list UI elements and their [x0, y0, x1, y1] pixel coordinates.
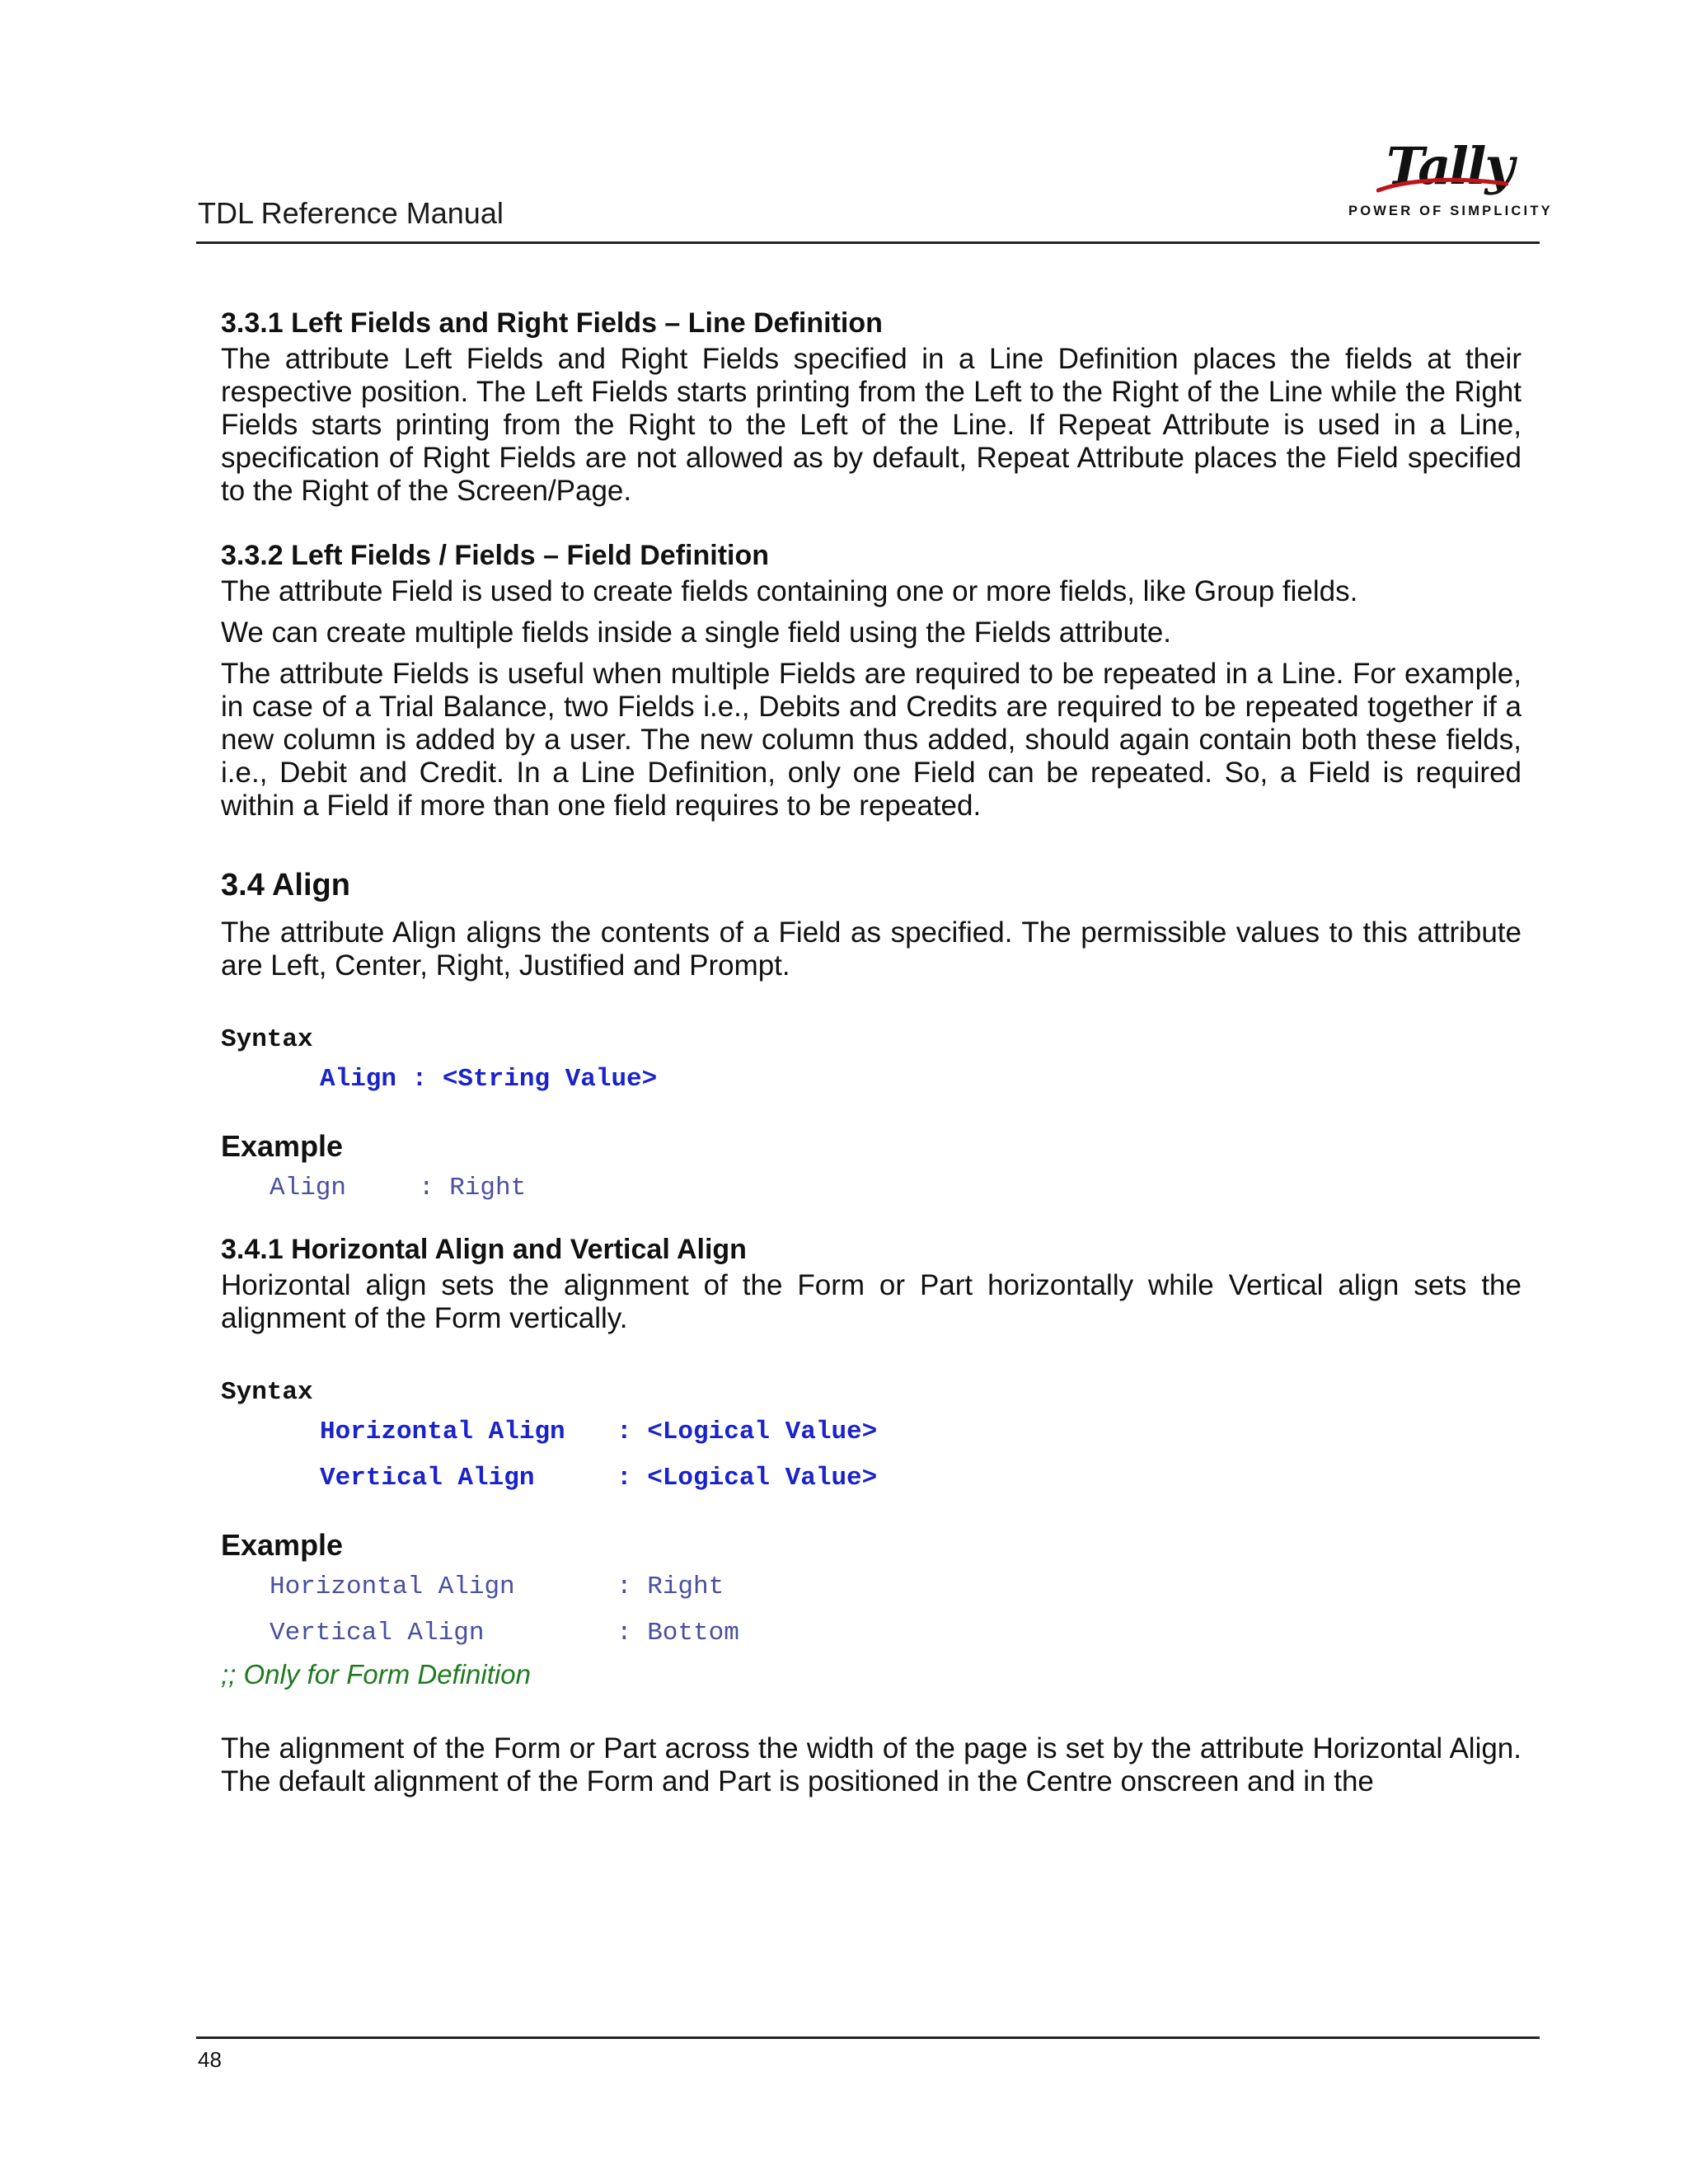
paragraph: We can create multiple fields inside a single field using the Fields attribute.: [221, 616, 1172, 649]
header-divider: [196, 241, 1540, 244]
syntax-value: : <Logical Value>: [617, 1418, 878, 1446]
example-code-line: [221, 1610, 1522, 1657]
syntax-code-line: [221, 1455, 1522, 1502]
paragraph: The attribute Fields is useful when multiple Fields are required to be repeated in a Line. For example, in case of a Trial Balance, two Fields i.e., Debits and Credits are required to be repeated together if a new column is added by a user. The new column thus added, should again contain both these fields, i.e., Debit and Credit. In a Line Definition, only one Field can be repeated. So, a Field is required within a Field if more than one field requires to be repeated.: [221, 658, 1522, 822]
section-heading-3-3-1: 3.3.1 Left Fields and Right Fields – Line Definition: [221, 307, 883, 339]
syntax-label: Syntax: [221, 1378, 313, 1407]
example-label: Example: [221, 1528, 344, 1562]
example-key: Horizontal Align: [270, 1572, 515, 1601]
paragraph: Horizontal align sets the alignment of the Form or Part horizontally while Vertical align sets the alignment of the Form vertically.: [221, 1269, 1522, 1334]
paragraph: The attribute Field is used to create fields containing one or more fields, like Group fields.: [221, 575, 1358, 607]
example-label: Example: [221, 1129, 344, 1163]
tally-logo: [1343, 136, 1553, 227]
syntax-value: : <Logical Value>: [617, 1464, 878, 1493]
example-value: : Bottom: [617, 1619, 739, 1647]
example-key: Vertical Align: [270, 1619, 485, 1647]
footer-divider: [196, 2036, 1540, 2039]
example-code-line: [221, 1564, 1522, 1610]
section-heading-3-4: 3.4 Align: [221, 868, 350, 902]
syntax-label: Syntax: [221, 1025, 313, 1054]
logo-swoosh-icon: [1376, 176, 1508, 195]
page-content: [221, 305, 1522, 1798]
example-key: Align: [270, 1174, 347, 1202]
section-heading-3-4-1: 3.4.1 Horizontal Align and Vertical Align: [221, 1234, 747, 1265]
tally-logo-wordmark: Tally: [1386, 136, 1513, 196]
example-value: : Right: [419, 1174, 527, 1202]
section-heading-3-3-2: 3.3.2 Left Fields / Fields – Field Definition: [221, 540, 770, 571]
syntax-code-line: [221, 1057, 1522, 1103]
paragraph: The attribute Left Fields and Right Fields specified in a Line Definition places the fields at their respective position. The Left Fields starts printing from the Left to the Right of the Line while the Right Fields starts printing from the Right to the Left of the Line. If Repeat Attribute is used in a Line, specification of Right Fields are not allowed as by default, Repeat Attribute places the Field specified to the Right of the Screen/Page.: [221, 343, 1522, 507]
example-value: : Right: [617, 1572, 724, 1601]
syntax-code: Align : <String Value>: [320, 1065, 658, 1094]
page-number: 48: [198, 2047, 222, 2072]
header-title: TDL Reference Manual: [198, 196, 504, 230]
code-comment: ;; Only for Form Definition: [221, 1659, 531, 1690]
paragraph: The attribute Align aligns the contents of a Field as specified. The permissible values to this attribute are Left, Center, Right, Justified and Prompt.: [221, 916, 1522, 982]
example-code-line: [221, 1165, 1522, 1212]
syntax-key: Vertical Align: [320, 1464, 535, 1493]
syntax-key: Horizontal Align: [320, 1418, 565, 1446]
paragraph: The alignment of the Form or Part across the width of the page is set by the attribute Horizontal Align. The default alignment of the Form and Part is positioned in the Centre onscreen and in the: [221, 1732, 1522, 1797]
logo-tagline: POWER OF SIMPLICITY: [1348, 204, 1553, 218]
syntax-code-line: [221, 1409, 1522, 1455]
